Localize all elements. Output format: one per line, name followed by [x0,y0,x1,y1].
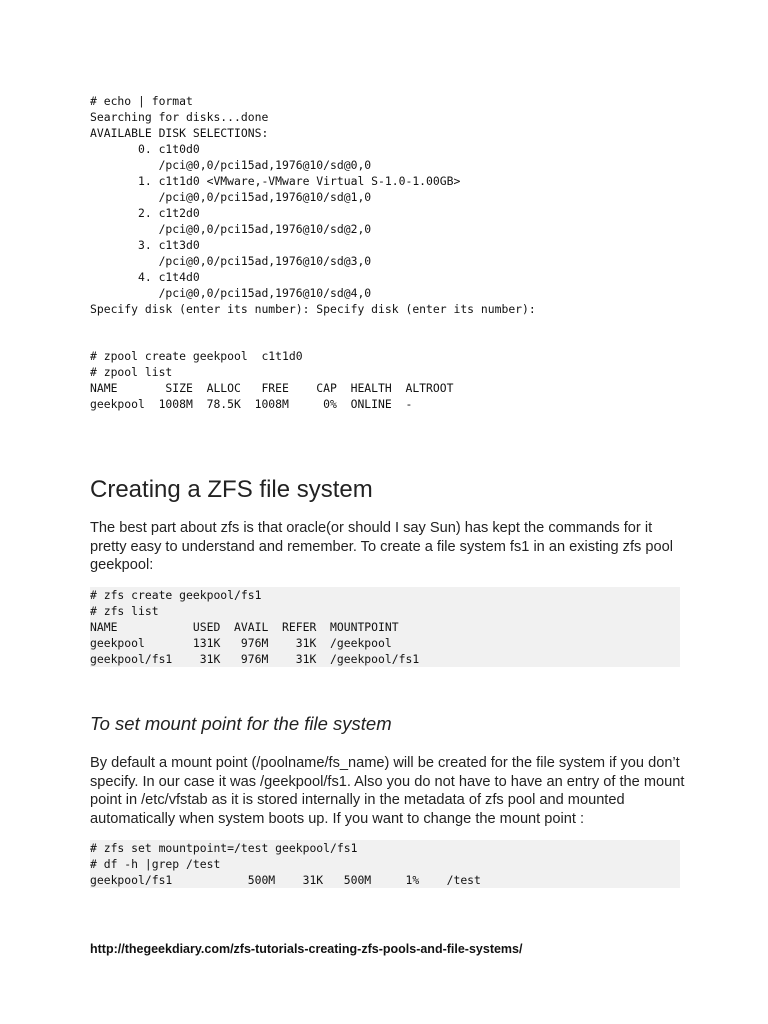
source-link[interactable]: http://thegeekdiary.com/zfs-tutorials-creating-zfs-pools-and-file-systems/ [90,942,523,956]
paragraph-mount-point: By default a mount point (/poolname/fs_name) will be created for the file system if you don’t specify. In our case it was /geekpool/fs1. Also you do not have to have an entry of the mount point in /etc/vfstab as it is stored internally in the metadata of zfs pool and mounted automatically when system boots up. If you want to change the mount point : [90,755,685,827]
code-block-format: # echo | format Searching for disks...done AVAILABLE DISK SELECTIONS: 0. c1t0d0 /pci@0,0/pci15ad,1976@10/sd@0,0 1. c1t1d0 <VMware,-VMware Virtual S-1.0-1.00GB> /pci@0,0/pci15ad,1976@10/sd@1,0 2. c1t2d0 /pci@0,0/pci15ad,1976@10/sd@2,0 3. c1t3d0 /pci@0,0/pci15ad,1976@10/sd@3,0 4. c1t4d0 /pci@0,0/pci15ad,1976@10/sd@4,0 Specify disk (enter its number): Specify disk (enter its number): [90,94,536,316]
code-block-zpool: # zpool create geekpool c1t1d0 # zpool list NAME SIZE ALLOC FREE CAP HEALTH ALTROOT geekpool 1008M 78.5K 1008M 0% ONLINE - [90,349,454,411]
code-block-mount: # zfs set mountpoint=/test geekpool/fs1 # df -h |grep /test geekpool/fs1 500M 31K 500M 1% /test [90,840,680,888]
section-heading-zfs: Creating a ZFS file system [90,476,373,503]
paragraph-zfs-intro: The best part about zfs is that oracle(or should I say Sun) has kept the commands for it pretty easy to understand and remember. To create a file system fs1 in an existing zfs pool geekpool: [90,520,673,573]
code-block-zfs-create: # zfs create geekpool/fs1 # zfs list NAME USED AVAIL REFER MOUNTPOINT geekpool 131K 976M 31K /geekpool geekpool/fs1 31K 976M 31K /geekpool/fs1 [90,587,680,667]
section-heading-mount: To set mount point for the file system [90,713,392,734]
